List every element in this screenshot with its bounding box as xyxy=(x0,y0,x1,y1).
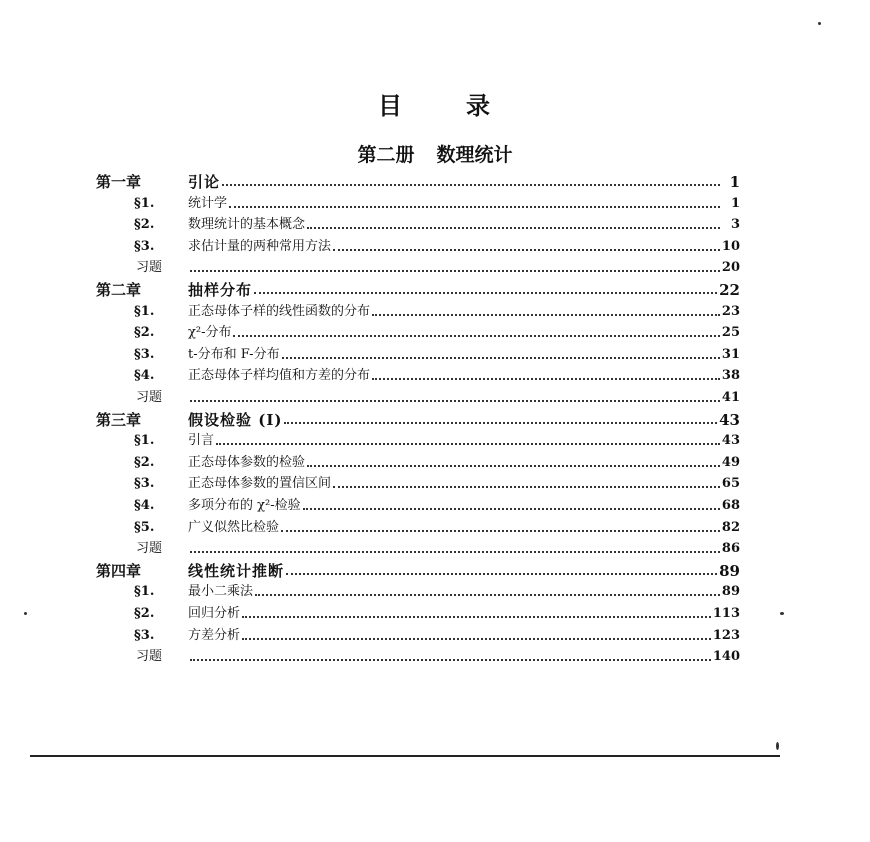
dot-leader xyxy=(233,335,719,337)
toc-entry-title: 方差分析 xyxy=(188,627,241,643)
toc-page-number: 20 xyxy=(721,260,740,276)
dot-leader xyxy=(303,508,720,510)
toc-section-row xyxy=(96,364,740,384)
toc-entry-label: §1. xyxy=(134,195,155,211)
dot-leader xyxy=(281,530,720,532)
toc-page-number: 22 xyxy=(719,281,740,299)
dot-leader xyxy=(190,551,720,553)
toc-section-row xyxy=(96,192,740,212)
toc-page-number: 140 xyxy=(712,649,740,665)
dot-leader xyxy=(190,659,711,661)
toc-entry-label: 习题 xyxy=(136,649,163,665)
toc-page-number: 10 xyxy=(721,238,740,254)
toc-entry-label: §4. xyxy=(134,368,155,384)
toc-entry-label: 第一章 xyxy=(96,173,142,191)
toc-page-number: 31 xyxy=(721,346,740,362)
dot-leader xyxy=(255,594,720,596)
toc-section-row xyxy=(96,343,740,363)
dot-leader xyxy=(190,400,720,402)
dot-leader xyxy=(286,573,717,575)
toc-entry-label: §1. xyxy=(134,433,155,449)
dot-leader xyxy=(372,378,720,380)
toc-entry-title: 引论 xyxy=(188,173,221,191)
dot-leader xyxy=(222,184,720,186)
volume-subtitle xyxy=(0,140,870,167)
dot-leader xyxy=(307,227,720,229)
toc-page-number: 89 xyxy=(719,561,740,580)
toc-page-number: 38 xyxy=(721,368,740,384)
toc-page-number: 49 xyxy=(721,454,740,470)
toc-entry-title: 线性统计推断 xyxy=(188,561,285,580)
toc-section-row xyxy=(96,602,740,622)
toc-chapter-row xyxy=(96,170,740,190)
dot-leader xyxy=(284,422,717,424)
toc-chapter-row xyxy=(96,559,740,579)
toc-page-number: 3 xyxy=(730,217,740,233)
dot-leader xyxy=(307,465,720,467)
toc-entry-title: 广义似然比检验 xyxy=(188,519,280,535)
toc-entry-label: §1. xyxy=(134,584,155,600)
toc-exercises-row xyxy=(96,645,740,665)
toc-entry-label: §3. xyxy=(134,238,155,254)
toc-entry-label: §3. xyxy=(134,627,155,643)
toc-entry-label: §3. xyxy=(134,346,155,362)
dot-leader xyxy=(242,616,711,618)
toc-page-number: 1 xyxy=(730,195,740,211)
toc-page-number: 41 xyxy=(721,390,740,405)
toc-page-number: 43 xyxy=(719,410,740,429)
toc-entry-label: 习题 xyxy=(136,541,163,557)
toc-entry-label: §2. xyxy=(134,325,155,341)
dot-leader xyxy=(333,249,720,251)
toc-exercises-row xyxy=(96,537,740,557)
toc-entry-title: t-分布和 F-分布 xyxy=(188,346,280,362)
toc-entry-label: 第三章 xyxy=(96,410,142,429)
toc-page-number: 25 xyxy=(721,325,740,341)
toc-entry-title: 回归分析 xyxy=(188,606,241,621)
toc-entry-label: 第二章 xyxy=(96,281,142,299)
toc-entry-title: 最小二乘法 xyxy=(188,584,254,600)
toc-entry-title: 正态母体参数的检验 xyxy=(188,454,306,470)
page-title xyxy=(0,86,870,121)
toc-section-row xyxy=(96,300,740,320)
toc-page-number: 82 xyxy=(721,519,740,535)
toc-entry-title: 抽样分布 xyxy=(188,281,253,299)
speck xyxy=(780,612,784,615)
toc-exercises-row xyxy=(96,386,740,406)
toc-section-row xyxy=(96,494,740,514)
dot-leader xyxy=(242,638,711,640)
toc-page-number: 123 xyxy=(712,627,740,643)
toc-chapter-row xyxy=(96,278,740,298)
dot-leader xyxy=(190,270,720,272)
toc-section-row xyxy=(96,472,740,492)
volume-label: 第二册 xyxy=(357,144,415,166)
toc-entry-label: 第四章 xyxy=(96,561,142,580)
toc-entry-title: 多项分布的 χ²-检验 xyxy=(188,498,301,513)
dot-leader xyxy=(229,206,720,208)
dot-leader xyxy=(216,443,720,445)
toc-section-row xyxy=(96,580,740,600)
toc-entry-label: 习题 xyxy=(136,390,163,405)
toc-section-row xyxy=(96,213,740,233)
toc-page-number: 113 xyxy=(712,606,740,621)
toc-entry-label: §2. xyxy=(134,606,155,621)
toc-section-row xyxy=(96,624,740,644)
dot-leader xyxy=(372,314,720,316)
toc-chapter-row xyxy=(96,408,740,428)
toc-entry-title: 统计学 xyxy=(188,195,228,211)
toc-section-row xyxy=(96,451,740,471)
speck xyxy=(818,22,821,25)
speck xyxy=(776,742,779,750)
title-char-right: 录 xyxy=(466,92,492,120)
toc-entry-title: 正态母体子样均值和方差的分布 xyxy=(188,368,371,384)
toc-exercises-row xyxy=(96,256,740,276)
toc-page-number: 65 xyxy=(721,476,740,492)
toc-entry-label: §5. xyxy=(134,519,155,535)
toc-entry-title: 求估计量的两种常用方法 xyxy=(188,238,332,254)
toc-page-number: 89 xyxy=(721,584,740,600)
toc-section-row xyxy=(96,429,740,449)
dot-leader xyxy=(254,292,717,294)
toc-entry-label: §1. xyxy=(134,303,155,319)
toc-page-number: 86 xyxy=(721,541,740,557)
toc-entry-label: §2. xyxy=(134,454,155,470)
toc-entry-label: §3. xyxy=(134,476,155,492)
toc-section-row xyxy=(96,516,740,536)
toc-entry-title: 正态母体参数的置信区间 xyxy=(188,476,332,492)
toc-entry-label: 习题 xyxy=(136,260,163,276)
toc-entry-label: §4. xyxy=(134,498,155,513)
toc-entry-title: 数理统计的基本概念 xyxy=(188,217,306,233)
toc-section-row xyxy=(96,235,740,255)
dot-leader xyxy=(282,357,720,359)
title-char-left: 目 xyxy=(378,92,404,120)
dot-leader xyxy=(333,486,720,488)
toc-page-number: 23 xyxy=(721,303,740,319)
toc-section-row xyxy=(96,321,740,341)
toc-page-number: 68 xyxy=(721,498,740,513)
speck xyxy=(24,612,27,615)
toc-entry-title: 引言 xyxy=(188,433,215,449)
toc-page-number: 43 xyxy=(721,433,740,449)
toc-entry-label: §2. xyxy=(134,217,155,233)
bottom-rule xyxy=(30,755,780,757)
toc-page-number: 1 xyxy=(729,173,740,191)
toc-entry-title: 正态母体子样的线性函数的分布 xyxy=(188,303,371,319)
toc-entry-title: χ²-分布 xyxy=(188,325,232,341)
toc-entry-title: 假设检验 (I) xyxy=(188,410,283,429)
volume-name: 数理统计 xyxy=(436,144,513,166)
